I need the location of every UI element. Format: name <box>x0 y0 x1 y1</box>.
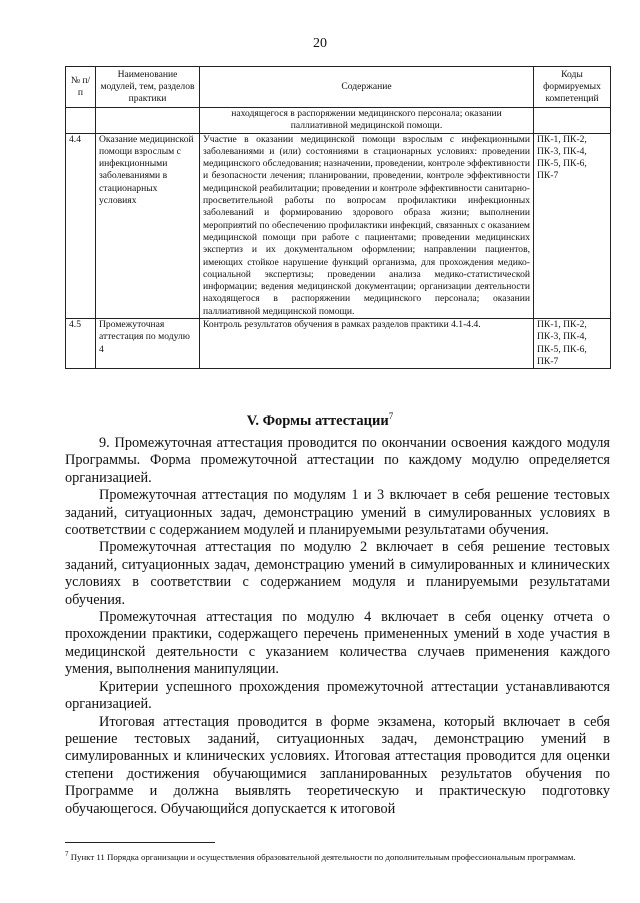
row-content: Контроль результатов обучения в рамках разделов практики 4.1-4.4. <box>200 319 534 369</box>
table-row-continuation <box>66 108 611 134</box>
paragraph: Итоговая аттестация проводится в форме экзамена, который включает в себя решение тестовых заданий, ситуационных задач, демонстрацию умений в симулированных и клинических условиях. Итоговая аттестация проводится для оценки степени достижения обучающимися запланированных результатов обучения по Программе и должна выявлять теоретическую и практическую подготовку обучающегося. Обучающийся допускается к итоговой <box>65 713 610 817</box>
module-name: Промежуточная аттестация по модулю 4 <box>96 319 200 369</box>
competency-codes: ПК-1, ПК-2, ПК-3, ПК-4, ПК-5, ПК-6, ПК-7 <box>534 319 611 369</box>
table-row <box>66 319 611 369</box>
header-codes: Коды формируемых компетенций <box>534 67 611 108</box>
row-number: 4.4 <box>66 133 96 318</box>
practice-table <box>65 66 611 369</box>
footnote-text: Пункт 11 Порядка организации и осуществления образовательной деятельности по дополнительным профессиональным программам. <box>70 851 576 862</box>
page-number: 20 <box>313 36 327 51</box>
section-title: V. Формы аттестации <box>246 412 389 429</box>
header-content: Содержание <box>200 67 534 108</box>
footnote <box>65 848 610 863</box>
row-content: Участие в оказании медицинской помощи взрослым с инфекционными заболеваниями и (или) состояниями в стационарных условиях: проведении медицинского обследования; назначении, проведении, контроле эффективности и безопасности лечения; планировании, проведении, контроле эффективности медицинской реабилитации; проведении и контроле эффективности санитарно-просветительной работы по вопросам профилактики инфекционных заболеваний и формированию здорового образа жизни; выполнении мероприятий по обеспечению профилактики инфекций, связанных с оказанием медицинской помощи при работе с пациентами; проведении медицинских экспертиз и их документальном оформлении; направлении пациентов, имеющих стойкое нарушение функций организма, для прохождения медико-социальной экспертизы; проведении анализа медико-статистической информации; ведения медицинской документации; организации деятельности находящегося в распоряжении медицинского персонала; оказании паллиативной медицинской помощи. <box>200 133 534 318</box>
paragraph: Промежуточная аттестация по модулю 4 включает в себя оценку отчета о прохождении практики, содержащего перечень примененных умений в ходе участия в медицинской деятельности с указанием количества случаев применения каждого умения, выполнения манипуляции. <box>65 609 610 678</box>
module-name: Оказание медицинской помощи взрослым с инфекционными заболеваниями в стационарных условиях <box>96 133 200 318</box>
table-header-row <box>66 67 611 108</box>
header-module: Наименование модулей, тем, разделов практики <box>96 67 200 108</box>
competency-codes: ПК-1, ПК-2, ПК-3, ПК-4, ПК-5, ПК-6, ПК-7 <box>534 133 611 318</box>
section-heading <box>0 411 640 430</box>
header-num: № п/п <box>66 67 96 108</box>
table-row <box>66 133 611 318</box>
continuation-cell: находящегося в распоряжении медицинского персонала; оказании паллиативной медицинской помощи. <box>200 108 534 134</box>
footnote-reference: 7 <box>388 411 394 421</box>
row-number: 4.5 <box>66 319 96 369</box>
footnote-divider <box>65 842 215 843</box>
footnote-mark: 7 <box>65 850 69 858</box>
paragraph: 9. Промежуточная аттестация проводится по окончании освоения каждого модуля Программы. Форма промежуточной аттестации по каждому модулю определяется организацией. <box>65 435 610 486</box>
paragraph: Промежуточная аттестация по модулям 1 и 3 включает в себя решение тестовых заданий, ситуационных задач, демонстрацию умений в симулированных условиях в соответствии с содержанием модулей и планируемыми результатами обучения. <box>65 487 610 539</box>
paragraph: Критерии успешного прохождения промежуточной аттестации устанавливаются организацией. <box>65 678 610 713</box>
body-text <box>65 435 610 818</box>
paragraph: Промежуточная аттестация по модулю 2 включает в себя решение тестовых заданий, ситуационных задач, демонстрацию умений в симулированных и клинических условиях в соответствии с содержанием модуля и планируемыми результатами обучения. <box>65 539 610 608</box>
